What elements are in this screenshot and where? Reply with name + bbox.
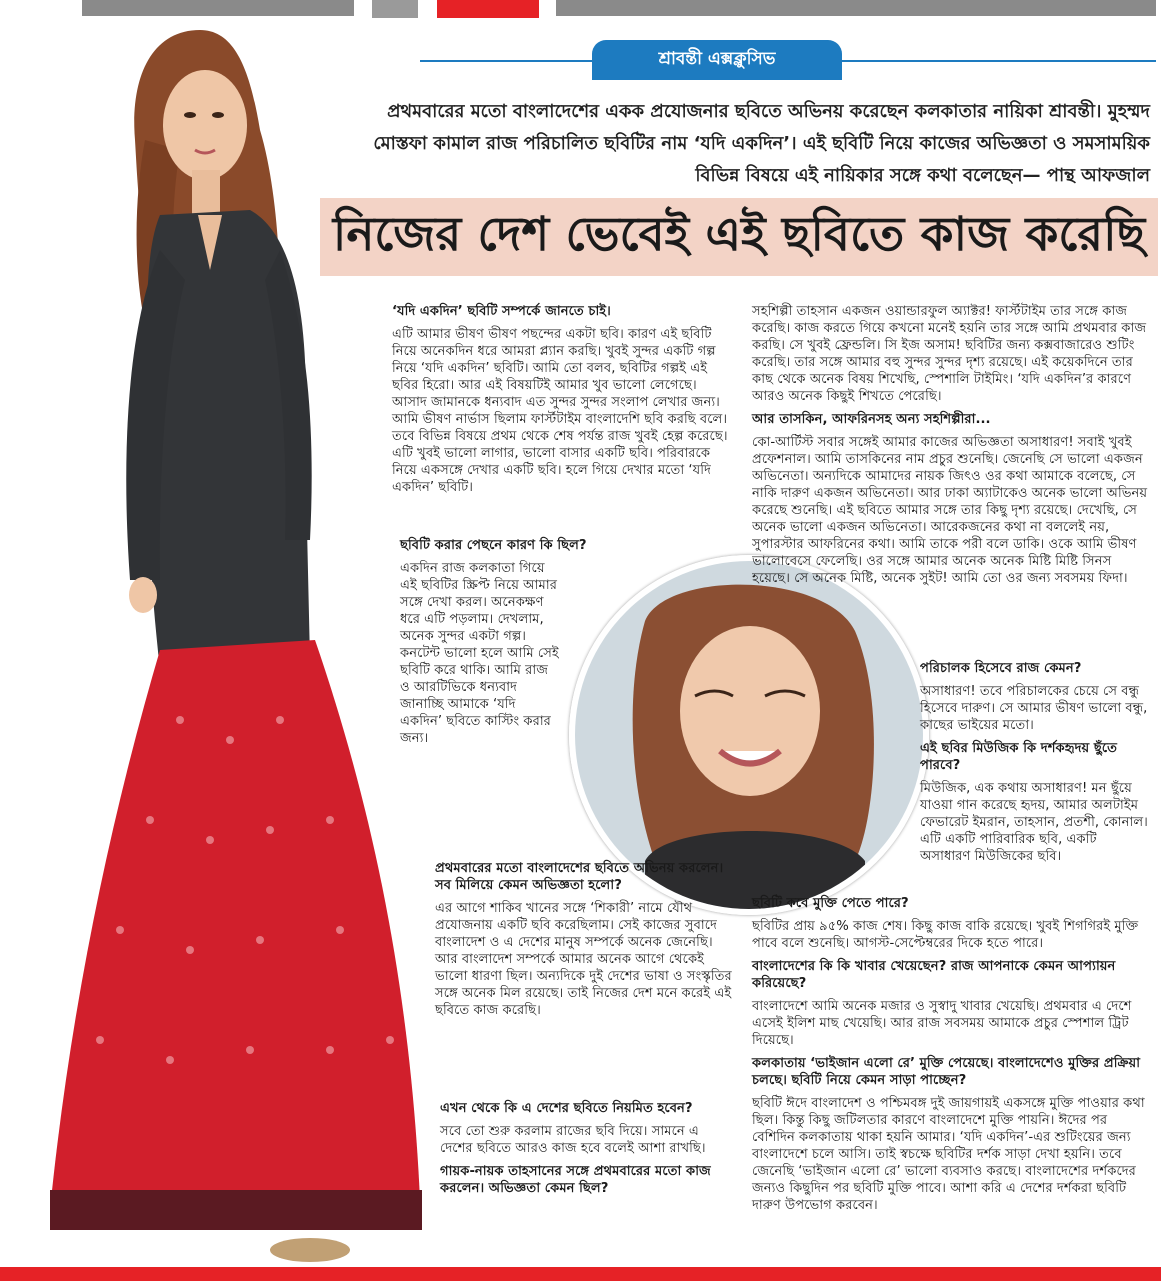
article-block-7 xyxy=(752,895,1150,1220)
headline: নিজের দেশ ভেবেই এই ছবিতে কাজ করেছি xyxy=(332,207,1146,262)
article-block-6 xyxy=(920,660,1150,871)
bottom-rule xyxy=(0,1267,1161,1281)
question-10: বাংলাদেশের কি কি খাবার খেয়েছেন? রাজ আপনাকে কেমন আপ্যায়ন করিয়েছে? xyxy=(752,959,1116,991)
section-label: শ্রাবন্তী এক্সক্লুসিভ xyxy=(592,40,842,80)
question-2: ছবিটি করার পেছনে কারণ কি ছিল? xyxy=(400,538,587,553)
question-1: ‘যদি একদিন’ ছবিটি সম্পর্কে জানতে চাই। xyxy=(392,304,611,319)
question-5: গায়ক-নায়ক তাহসানের সঙ্গে প্রথমবারের মতো কাজ করলেন। অভিজ্ঞতা কেমন ছিল? xyxy=(440,1164,711,1196)
answer-3: এর আগে শাকিব খানের সঙ্গে ‘শিকারী’ নামে যৌথ প্রযোজনায় একটি ছবি করেছিলাম। সেই কাজের সুবাদে বাংলাদেশ ও এ দেশের মানুষ সম্পর্কে অনেক জেনেছি। আর বাংলাদেশ সম্পর্কে আমার অনেক আগে থেকেই ভালো ধারণা ছিল। অন্যদিকে দুই দেশের ভাষা ও সংস্কৃতির সঙ্গে অনেক মিল রয়েছে। তাই নিজের দেশ মনে করেই এই ছবিতে কাজ করেছি। xyxy=(435,901,732,1018)
article-block-4 xyxy=(440,1100,730,1203)
question-8: এই ছবির মিউজিক কি দর্শকহৃদয় ছুঁতে পারবে? xyxy=(920,741,1118,773)
answer-9: ছবিটির প্রায় ৯৫% কাজ শেষ। কিছু কাজ বাকি রয়েছে। খুবই শিগগিরই মুক্তি পাবে বলে শুনেছি। আগস্ট-সেপ্টেম্বরের দিকে হতে পারে। xyxy=(752,919,1139,951)
article-block-5 xyxy=(752,303,1150,670)
answer-4: সবে তো শুরু করলাম রাজের ছবি দিয়ে। সামনে এ দেশের ছবিতে আরও কাজ হবে বলেই আশা রাখছি। xyxy=(440,1124,706,1156)
question-4: এখন থেকে কি এ দেশের ছবিতে নিয়মিত হবেন? xyxy=(440,1101,693,1116)
answer-2: একদিন রাজ কলকাতা গিয়ে এই ছবিটির স্ক্রিপ্ট নিয়ে আমার সঙ্গে দেখা করল। অনেকক্ষণ ধরে এটি পড়লাম। দেখলাম, অনেক সুন্দর একটা গল্প। কনটেন্ট ভালো হলে আমি সেই ছবিটি করে থাকি। আমি রাজ ও আরটিভিকে ধন্যবাদ জানাচ্ছি আমাকে ‘যদি একদিন’ ছবিতে কাস্টিং করার জন্য। xyxy=(400,561,559,746)
author-name: পান্থ আফজাল xyxy=(1046,165,1150,186)
question-9: ছবিটি কবে মুক্তি পেতে পারে? xyxy=(752,896,909,911)
article-block-1 xyxy=(392,303,732,502)
answer-6: কো-আর্টিস্ট সবার সঙ্গেই আমার কাজের অভিজ্ঞতা অসাধারণ! সবাই খুবই প্রফেশনাল। আমি তাসকিনের নাম প্রচুর শুনেছি। জেনেছি সে ভালো একজন অভিনেতা। অন্যদিকে আমাদের নায়ক জিৎও ওর কথা আমাকে বলেছে, সে নাকি দারুণ একজন অভিনেতা। আর ঢাকা অ্যাটাকেও অনেক ভালো অভিনয় করেছে শুনেছি। এই ছবিতে আমার সঙ্গে তার কিছু দৃশ্য রয়েছে। দেখেছি, সে অনেক ভালো একজন অভিনেতা। আরেকজনের কথা না বললেই নয়, সুপারস্টার আফরিনের কথা। আমি তাকে পরী বলে ডাকি। ওকে আমি ভীষণ ভালোবেসে ফেলেছি। ওর সঙ্গে আমার অনেক অনেক মিষ্টি মিষ্টি সিনস হয়েছে। সে অনেক মিষ্টি, অনেক সুইট! আমি তো ওর জন্য সবসময় ফিদা। xyxy=(752,435,1148,586)
top-tab-red xyxy=(437,0,539,18)
question-3: প্রথমবারের মতো বাংলাদেশের ছবিতে অভিনয় করলেন। সব মিলিয়ে কেমন অভিজ্ঞতা হলো? xyxy=(435,861,724,893)
answer-7: অসাধারণ! তবে পরিচালকের চেয়ে সে বন্ধু হিসেবে দারুণ। সে আমার ভীষণ ভালো বন্ধু, কাছের ভাইয়ের মতো। xyxy=(920,684,1148,733)
answer-8: মিউজিক, এক কথায় অসাধারণ! মন ছুঁয়ে যাওয়া গান করেছে হৃদয়, আমার অলটাইম ফেভারেট ইমরান, তাহসান, প্রতশী, কোনাল। এটি একটি পারিবারিক ছবি, একটি অসাধারণ মিউজিকের ছবি। xyxy=(920,781,1148,864)
top-rule-left xyxy=(82,0,354,16)
answer-1: এটি আমার ভীষণ ভীষণ পছন্দের একটা ছবি। কারণ এই ছবিটি নিয়ে অনেকদিন ধরে আমরা প্ল্যান করছি। খুবই সুন্দর একটি গল্প নিয়ে ‘যদি একদিন’ ছবিটি। আমি তো বলব, ছবিটির গল্পই এই ছবির হিরো। আর এই বিষয়টিই আমার খুব ভালো লেগেছে। আসাদ জামানকে ধন্যবাদ এত সুন্দর সুন্দর সংলাপ লেখার জন্য। আমি ভীষণ নার্ভাস ছিলাম ফার্স্টটাইম বাংলাদেশি ছবি করছি বলে। তবে বিভিন্ন বিষয়ে প্রথম থেকে শেষ পর্যন্ত রাজ খুবই হেল্প করেছে। এটি খুবই ভালো লাগার, ভালো বাসার একটি ছবি। পরিবারকে নিয়ে একসঙ্গে দেখার একটি ছবি। হলে গিয়ে দেখার মতো ‘যদি একদিন’ ছবিটি। xyxy=(392,327,728,495)
answer-5: সহশিল্পী তাহসান একজন ওয়ান্ডারফুল অ্যাক্টর! ফার্স্টটাইম তার সঙ্গে কাজ করেছি। কাজ করতে গিয়ে কখনো মনেই হয়নি তার সঙ্গে আমি প্রথমবার কাজ করছি। সে খুবই ফ্রেন্ডলি। সি ইজ অসাম! ছবিটির জন্য কক্সবাজারেও শুটিং করেছি। তার সঙ্গে আমার বহু সুন্দর সুন্দর দৃশ্য রয়েছে। এই কয়েকদিনে তার কাছ থেকে অনেক বিষয় শিখেছি, স্পেশালি টাইমিং। ‘যদি একদিন’র কারণে আরও অনেক কিছুই শিখতে পেরেছি। xyxy=(752,304,1147,404)
answer-10: বাংলাদেশে আমি অনেক মজার ও সুস্বাদু খাবার খেয়েছি। প্রথমবার এ দেশে এসেই ইলিশ মাছ খেয়েছি। আর রাজ সবসময় আমাকে প্রচুর স্পেশাল ট্রিট দিয়েছে। xyxy=(752,999,1132,1048)
intro-paragraph xyxy=(340,96,1150,192)
answer-11: ছবিটি ঈদে বাংলাদেশ ও পশ্চিমবঙ্গ দুই জায়গায়ই একসঙ্গে মুক্তি পাওয়ার কথা ছিল। কিন্তু কিছু জটিলতার কারণে বাংলাদেশে মুক্তি পায়নি। ঈদের পর বেশিদিন কলকাতায় থাকা হয়নি আমার। ‘যদি একদিন’-এর শুটিংয়ের জন্য বাংলাদেশে চলে আসি। তাই স্বচক্ষে ছবিটির দর্শক সাড়া দেখা হয়নি। তবে জেনেছি ‘ভাইজান এলো রে’ ভালো ব্যবসাও করছে। বাংলাদেশের দর্শকদের জন্যও কিছুদিন পর ছবিটি মুক্তি পাবে। আশা করি এ দেশের দর্শকরা ছবিটি দারুণ উপভোগ করবেন। xyxy=(752,1096,1145,1213)
intro-text: প্রথমবারের মতো বাংলাদেশের একক প্রযোজনার ছবিতে অভিনয় করেছেন কলকাতার নায়িকা শ্রাবন্তী। মুহম্মদ মোস্তফা কামাল রাজ পরিচালিত ছবিটির নাম ‘যদি একদিন’। এই ছবিটি নিয়ে কাজের অভিজ্ঞতা ও সমসাময়িক বিভিন্ন বিষয়ে এই নায়িকার সঙ্গে কথা বলেছেন— xyxy=(373,101,1150,186)
article-block-3 xyxy=(435,860,735,1025)
question-11: কলকাতায় ‘ভাইজান এলো রে’ মুক্তি পেয়েছে। বাংলাদেশেও মুক্তির প্রক্রিয়া চলছে। ছবিটি নিয়ে কেমন সাড়া পাচ্ছেন? xyxy=(752,1056,1141,1088)
article-block-2 xyxy=(400,537,730,753)
top-tab-grey xyxy=(372,0,418,18)
question-6: আর তাসকিন, আফরিনসহ অন্য সহশিল্পীরা... xyxy=(752,412,991,427)
question-7: পরিচালক হিসেবে রাজ কেমন? xyxy=(920,661,1082,676)
top-rule-right xyxy=(556,0,1156,16)
